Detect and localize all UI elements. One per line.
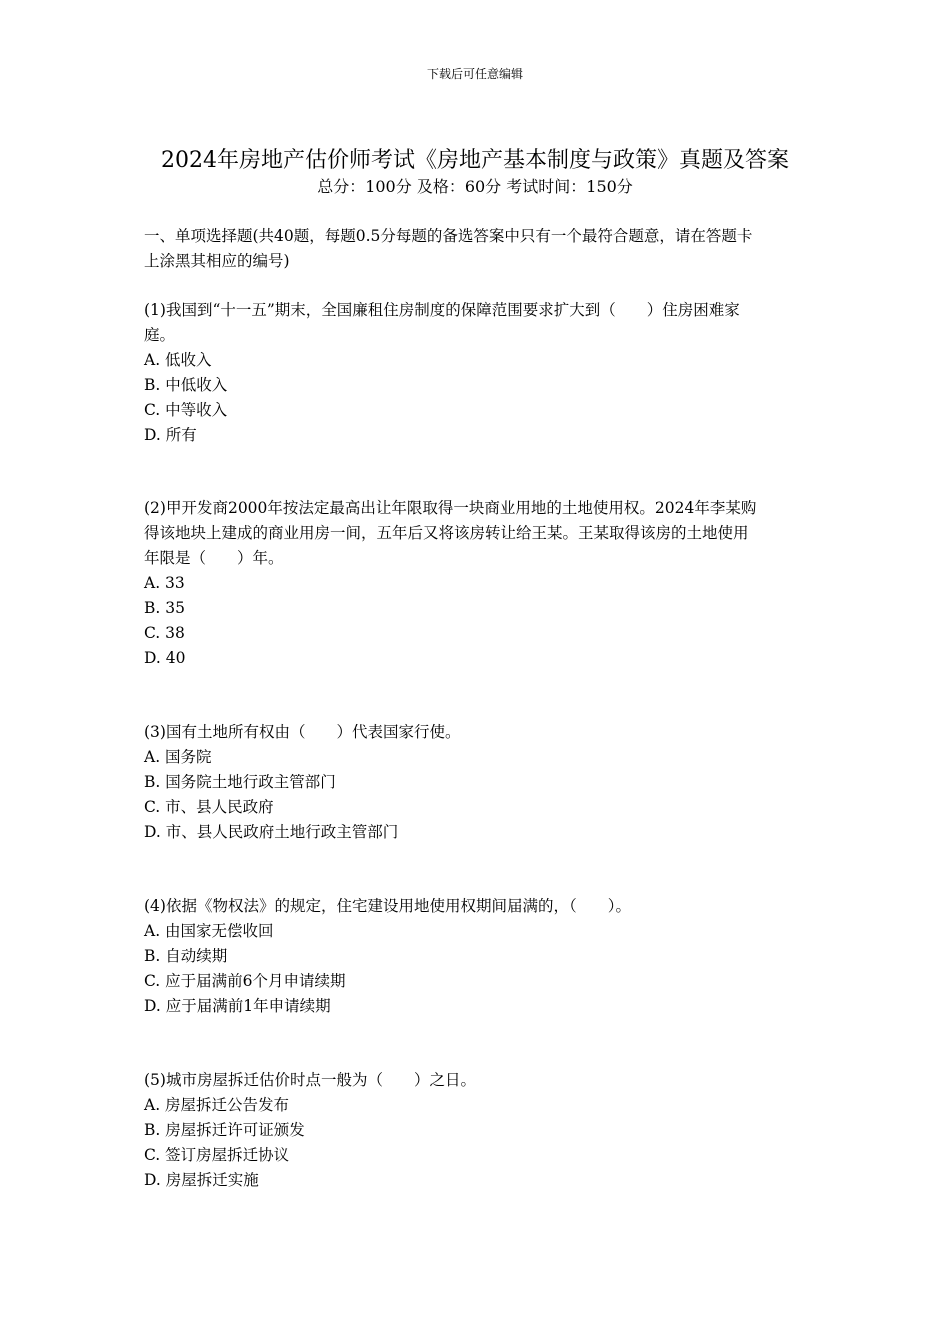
option-b: B. 房屋拆迁许可证颁发 (144, 1121, 305, 1139)
option-d: D. 市、县人民政府土地行政主管部门 (144, 823, 399, 841)
option-b: B. 国务院土地行政主管部门 (144, 773, 336, 791)
question-5 (144, 1068, 808, 1193)
exam-info: 总分：100分 及格：60分 考试时间：150分 (317, 177, 633, 196)
option-d: D. 所有 (144, 426, 197, 444)
option-d: D. 应于届满前1年申请续期 (144, 997, 331, 1015)
question-2 (144, 496, 808, 671)
title-block (0, 146, 950, 198)
section-heading-line: 上涂黑其相应的编号) (144, 252, 290, 270)
option-b: B. 自动续期 (144, 947, 228, 965)
section-heading-line: 一、单项选择题(共40题，每题0.5分每题的备选答案中只有一个最符合题意，请在答题卡 (144, 227, 753, 245)
header-note: 下载后可任意编辑 (426, 67, 523, 81)
option-a: A. 由国家无偿收回 (144, 922, 274, 940)
option-a: A. 房屋拆迁公告发布 (144, 1096, 290, 1114)
document-title: 2024年房地产估价师考试《房地产基本制度与政策》真题及答案 (161, 148, 789, 173)
question-4 (144, 894, 808, 1019)
option-b: B. 中低收入 (144, 376, 228, 394)
option-c: C. 中等收入 (144, 401, 228, 419)
option-d: D. 40 (144, 649, 186, 667)
option-a: A. 国务院 (144, 748, 212, 766)
question-stem: 庭。 (144, 326, 176, 344)
question-stem: (3)国有土地所有权由（ ）代表国家行使。 (144, 723, 461, 741)
option-a: A. 低收入 (144, 351, 212, 369)
option-d: D. 房屋拆迁实施 (144, 1171, 259, 1189)
option-a: A. 33 (144, 574, 185, 592)
question-stem: 年限是（ ）年。 (144, 549, 284, 567)
option-c: C. 应于届满前6个月申请续期 (144, 972, 346, 990)
question-stem: (1)我国到“十一五”期末，全国廉租住房制度的保障范围要求扩大到（ ）住房困难家 (144, 301, 740, 319)
question-stem: 得该地块上建成的商业用房一间，五年后又将该房转让给王某。王某取得该房的土地使用 (144, 524, 749, 542)
option-c: C. 市、县人民政府 (144, 798, 274, 816)
question-1 (144, 298, 808, 448)
section-heading (144, 224, 808, 274)
question-stem: (2)甲开发商2000年按法定最高出让年限取得一块商业用地的土地使用权。2024年李某购 (144, 499, 757, 517)
option-b: B. 35 (144, 599, 185, 617)
option-c: C. 38 (144, 624, 185, 642)
question-3 (144, 720, 808, 845)
question-stem: (4)依据《物权法》的规定，住宅建设用地使用权期间届满的，（ ）。 (144, 897, 631, 915)
option-c: C. 签订房屋拆迁协议 (144, 1146, 290, 1164)
question-stem: (5)城市房屋拆迁估价时点一般为（ ）之日。 (144, 1071, 476, 1089)
